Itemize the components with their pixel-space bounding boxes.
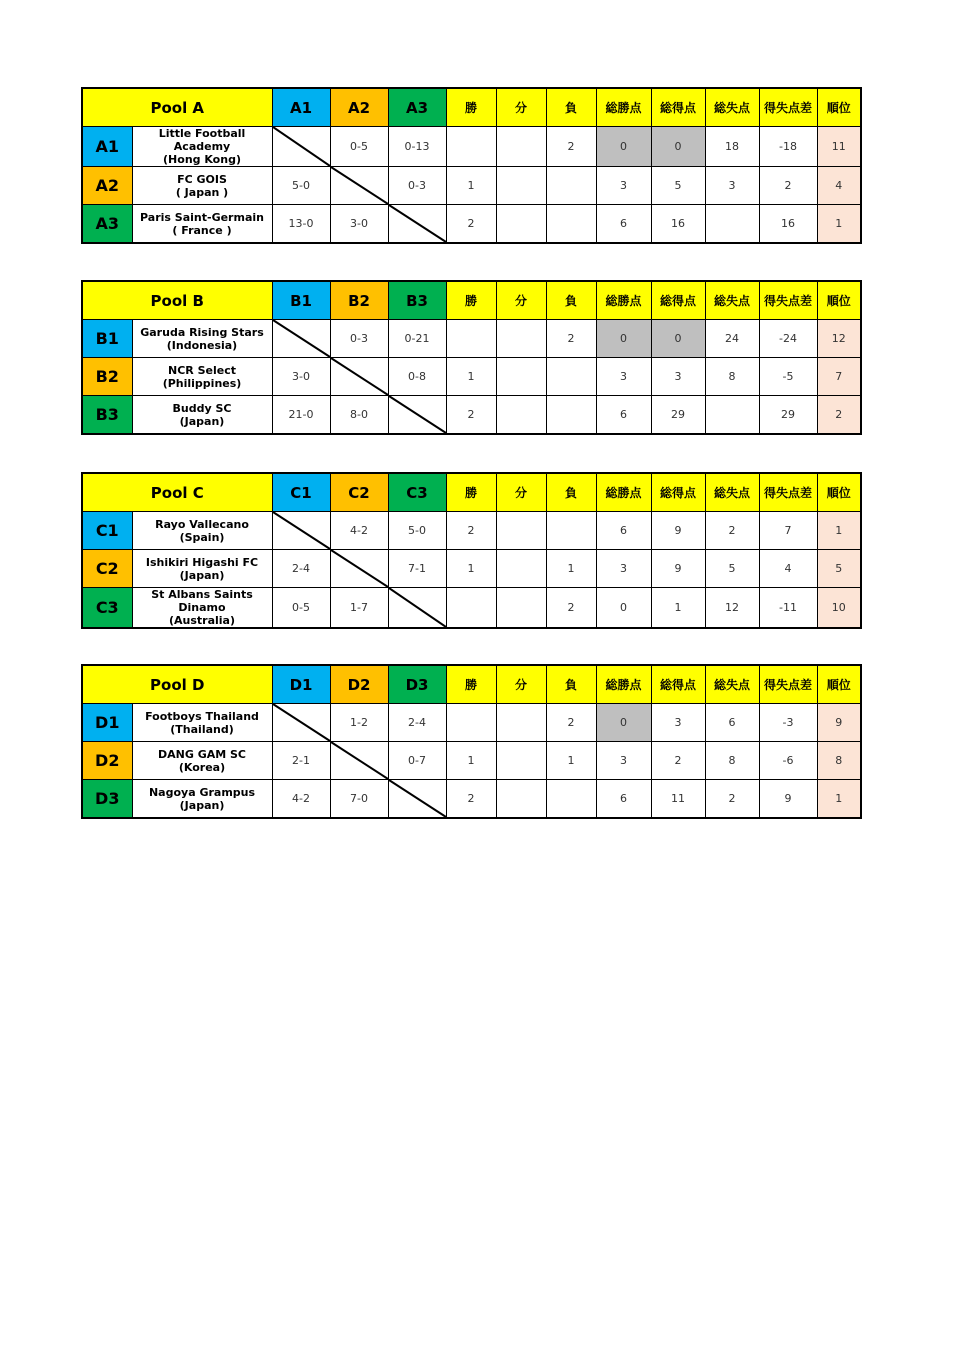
team-country: ( Japan ) <box>175 185 229 199</box>
wins: 1 <box>446 167 496 205</box>
losses <box>546 780 596 819</box>
rank: 2 <box>817 396 861 435</box>
rank: 12 <box>817 320 861 358</box>
goals-against: 12 <box>705 588 759 629</box>
stat-column-header: 分 <box>496 665 546 704</box>
column-code-header: D1 <box>272 665 330 704</box>
wins <box>446 588 496 629</box>
rank: 1 <box>817 780 861 819</box>
self-match-diagonal <box>330 742 388 780</box>
team-country: (Korea) <box>178 760 226 774</box>
team-country: (Philippines) <box>162 376 242 390</box>
match-result: 1-7 <box>330 588 388 629</box>
goals-for: 11 <box>651 780 705 819</box>
column-code-header: D3 <box>388 665 446 704</box>
goal-difference: 16 <box>759 205 817 244</box>
match-result: 7-1 <box>388 550 446 588</box>
team-code: D2 <box>82 742 132 780</box>
pool-name: Pool C <box>82 473 272 512</box>
wins: 2 <box>446 780 496 819</box>
rank: 11 <box>817 127 861 167</box>
table-row <box>82 127 861 167</box>
team-name: Little Football Academy <box>158 127 246 153</box>
total-points: 0 <box>596 588 651 629</box>
team-country: (Hong Kong) <box>163 153 241 166</box>
team-cell <box>132 550 272 588</box>
goals-against: 2 <box>705 512 759 550</box>
total-points: 3 <box>596 550 651 588</box>
draws <box>496 588 546 629</box>
total-points: 3 <box>596 167 651 205</box>
wins: 1 <box>446 742 496 780</box>
pool-table-d <box>81 664 862 819</box>
team-country: (Japan) <box>179 568 225 582</box>
stat-column-header: 総失点 <box>705 281 759 320</box>
goals-against: 6 <box>705 704 759 742</box>
goals-for: 9 <box>651 550 705 588</box>
column-code-header: A2 <box>330 88 388 127</box>
stat-column-header: 順位 <box>817 473 861 512</box>
match-result: 2-4 <box>388 704 446 742</box>
total-points: 0 <box>596 127 651 167</box>
stat-column-header: 分 <box>496 88 546 127</box>
team-country: (Spain) <box>179 530 225 544</box>
goals-for: 16 <box>651 205 705 244</box>
wins: 2 <box>446 512 496 550</box>
pool-table-a <box>81 87 862 244</box>
self-match-diagonal <box>388 588 446 629</box>
team-country: (Japan) <box>179 414 225 428</box>
goals-for: 2 <box>651 742 705 780</box>
goals-for: 5 <box>651 167 705 205</box>
wins <box>446 320 496 358</box>
team-code: A2 <box>82 167 132 205</box>
stat-column-header: 分 <box>496 281 546 320</box>
table-row <box>82 167 861 205</box>
column-code-header: C2 <box>330 473 388 512</box>
goals-for: 29 <box>651 396 705 435</box>
wins: 1 <box>446 358 496 396</box>
wins: 2 <box>446 205 496 244</box>
rank: 1 <box>817 205 861 244</box>
table-row <box>82 396 861 435</box>
table-row <box>82 205 861 244</box>
stat-column-header: 総勝点 <box>596 281 651 320</box>
column-code-header: B3 <box>388 281 446 320</box>
team-code: C2 <box>82 550 132 588</box>
losses <box>546 167 596 205</box>
goals-against: 3 <box>705 167 759 205</box>
self-match-diagonal <box>272 320 330 358</box>
team-cell <box>132 127 272 167</box>
stat-column-header: 勝 <box>446 88 496 127</box>
match-result: 21-0 <box>272 396 330 435</box>
match-result: 0-7 <box>388 742 446 780</box>
match-result: 13-0 <box>272 205 330 244</box>
draws <box>496 358 546 396</box>
self-match-diagonal <box>330 167 388 205</box>
team-cell <box>132 205 272 244</box>
team-name: DANG GAM SC <box>157 747 247 761</box>
losses: 2 <box>546 704 596 742</box>
pool-header-row <box>82 473 861 512</box>
table-row <box>82 358 861 396</box>
self-match-diagonal <box>272 512 330 550</box>
team-cell <box>132 512 272 550</box>
losses: 2 <box>546 127 596 167</box>
wins: 2 <box>446 396 496 435</box>
goals-against: 24 <box>705 320 759 358</box>
column-code-header: C1 <box>272 473 330 512</box>
team-code: D1 <box>82 704 132 742</box>
team-code: A3 <box>82 205 132 244</box>
goal-difference: -5 <box>759 358 817 396</box>
stat-column-header: 負 <box>546 665 596 704</box>
table-row <box>82 704 861 742</box>
match-result: 0-5 <box>330 127 388 167</box>
table-row <box>82 742 861 780</box>
pool-name: Pool D <box>82 665 272 704</box>
team-cell <box>132 780 272 819</box>
team-country: (Australia) <box>168 614 236 627</box>
match-result: 0-13 <box>388 127 446 167</box>
rank: 7 <box>817 358 861 396</box>
team-code: A1 <box>82 127 132 167</box>
match-result: 0-8 <box>388 358 446 396</box>
stat-column-header: 総得点 <box>651 473 705 512</box>
goal-difference: 4 <box>759 550 817 588</box>
team-code: D3 <box>82 780 132 819</box>
team-country: ( France ) <box>172 223 232 237</box>
stat-column-header: 得失点差 <box>759 473 817 512</box>
match-result: 5-0 <box>272 167 330 205</box>
table-row <box>82 320 861 358</box>
team-name: Paris Saint-Germain <box>140 210 264 224</box>
goals-against: 5 <box>705 550 759 588</box>
match-result: 0-3 <box>330 320 388 358</box>
column-code-header: B1 <box>272 281 330 320</box>
goals-against <box>705 205 759 244</box>
self-match-diagonal <box>388 205 446 244</box>
pool-table-b <box>81 280 862 435</box>
pool-header-row <box>82 88 861 127</box>
goals-for: 9 <box>651 512 705 550</box>
stat-column-header: 総失点 <box>705 665 759 704</box>
team-name: NCR Select <box>168 363 236 377</box>
match-result: 4-2 <box>272 780 330 819</box>
losses <box>546 512 596 550</box>
stat-column-header: 総得点 <box>651 665 705 704</box>
goal-difference: -18 <box>759 127 817 167</box>
goals-against <box>705 396 759 435</box>
self-match-diagonal <box>272 127 330 167</box>
stat-column-header: 勝 <box>446 473 496 512</box>
team-cell <box>132 320 272 358</box>
team-name: Garuda Rising Stars <box>140 325 264 339</box>
stat-column-header: 負 <box>546 88 596 127</box>
draws <box>496 512 546 550</box>
table-row <box>82 780 861 819</box>
total-points: 3 <box>596 358 651 396</box>
match-result: 8-0 <box>330 396 388 435</box>
table-row <box>82 588 861 629</box>
team-name: St Albans Saints Dinamo <box>151 588 253 614</box>
team-country: (Indonesia) <box>166 338 238 352</box>
draws <box>496 780 546 819</box>
stat-column-header: 総勝点 <box>596 88 651 127</box>
losses: 2 <box>546 588 596 629</box>
wins: 1 <box>446 550 496 588</box>
rank: 4 <box>817 167 861 205</box>
total-points: 6 <box>596 780 651 819</box>
draws <box>496 704 546 742</box>
stat-column-header: 得失点差 <box>759 665 817 704</box>
match-result: 5-0 <box>388 512 446 550</box>
goals-against: 8 <box>705 742 759 780</box>
table-row <box>82 512 861 550</box>
total-points: 6 <box>596 396 651 435</box>
stat-column-header: 順位 <box>817 281 861 320</box>
table-row <box>82 550 861 588</box>
team-cell <box>132 742 272 780</box>
stat-column-header: 得失点差 <box>759 88 817 127</box>
match-result: 3-0 <box>272 358 330 396</box>
pool-name: Pool A <box>82 88 272 127</box>
goals-for: 3 <box>651 704 705 742</box>
stat-column-header: 負 <box>546 473 596 512</box>
goal-difference: -11 <box>759 588 817 629</box>
goal-difference: 9 <box>759 780 817 819</box>
goals-for: 3 <box>651 358 705 396</box>
column-code-header: B2 <box>330 281 388 320</box>
stat-column-header: 勝 <box>446 665 496 704</box>
match-result: 1-2 <box>330 704 388 742</box>
self-match-diagonal <box>388 780 446 819</box>
draws <box>496 396 546 435</box>
goals-for: 0 <box>651 127 705 167</box>
stat-column-header: 総失点 <box>705 88 759 127</box>
draws <box>496 742 546 780</box>
team-code: C3 <box>82 588 132 629</box>
self-match-diagonal <box>330 358 388 396</box>
match-result: 3-0 <box>330 205 388 244</box>
losses <box>546 205 596 244</box>
match-result: 7-0 <box>330 780 388 819</box>
draws <box>496 127 546 167</box>
goal-difference: 29 <box>759 396 817 435</box>
team-name: Buddy SC <box>172 401 232 415</box>
match-result: 0-21 <box>388 320 446 358</box>
stat-column-header: 総失点 <box>705 473 759 512</box>
goals-for: 0 <box>651 320 705 358</box>
total-points: 0 <box>596 704 651 742</box>
team-name: Nagoya Grampus <box>148 785 256 799</box>
draws <box>496 205 546 244</box>
goal-difference: 2 <box>759 167 817 205</box>
stat-column-header: 分 <box>496 473 546 512</box>
match-result: 2-1 <box>272 742 330 780</box>
column-code-header: A3 <box>388 88 446 127</box>
losses: 1 <box>546 550 596 588</box>
stat-column-header: 総勝点 <box>596 665 651 704</box>
stat-column-header: 得失点差 <box>759 281 817 320</box>
team-code: B3 <box>82 396 132 435</box>
match-result: 4-2 <box>330 512 388 550</box>
stat-column-header: 総勝点 <box>596 473 651 512</box>
goals-against: 2 <box>705 780 759 819</box>
column-code-header: A1 <box>272 88 330 127</box>
rank: 8 <box>817 742 861 780</box>
self-match-diagonal <box>388 396 446 435</box>
team-name: Rayo Vallecano <box>155 517 249 531</box>
self-match-diagonal <box>330 550 388 588</box>
column-code-header: C3 <box>388 473 446 512</box>
team-code: B2 <box>82 358 132 396</box>
team-name: Ishikiri Higashi FC <box>145 555 259 569</box>
team-cell <box>132 358 272 396</box>
total-points: 0 <box>596 320 651 358</box>
team-cell <box>132 588 272 629</box>
goal-difference: -6 <box>759 742 817 780</box>
losses <box>546 358 596 396</box>
stat-column-header: 勝 <box>446 281 496 320</box>
team-code: B1 <box>82 320 132 358</box>
stat-column-header: 総得点 <box>651 88 705 127</box>
column-code-header: D2 <box>330 665 388 704</box>
team-code: C1 <box>82 512 132 550</box>
stat-column-header: 総得点 <box>651 281 705 320</box>
goals-against: 8 <box>705 358 759 396</box>
goal-difference: -24 <box>759 320 817 358</box>
pool-table-c <box>81 472 862 629</box>
goal-difference: 7 <box>759 512 817 550</box>
draws <box>496 550 546 588</box>
rank: 1 <box>817 512 861 550</box>
goal-difference: -3 <box>759 704 817 742</box>
total-points: 6 <box>596 205 651 244</box>
stat-column-header: 負 <box>546 281 596 320</box>
team-cell <box>132 167 272 205</box>
team-cell <box>132 396 272 435</box>
goals-for: 1 <box>651 588 705 629</box>
pool-name: Pool B <box>82 281 272 320</box>
rank: 5 <box>817 550 861 588</box>
rank: 9 <box>817 704 861 742</box>
stat-column-header: 順位 <box>817 665 861 704</box>
losses: 2 <box>546 320 596 358</box>
team-country: (Thailand) <box>170 722 234 736</box>
draws <box>496 167 546 205</box>
losses: 1 <box>546 742 596 780</box>
wins <box>446 127 496 167</box>
team-cell <box>132 704 272 742</box>
team-country: (Japan) <box>179 798 225 812</box>
pool-header-row <box>82 665 861 704</box>
draws <box>496 320 546 358</box>
wins <box>446 704 496 742</box>
team-name: Footboys Thailand <box>145 709 259 723</box>
losses <box>546 396 596 435</box>
match-result: 2-4 <box>272 550 330 588</box>
goals-against: 18 <box>705 127 759 167</box>
team-name: FC GOIS <box>177 172 227 186</box>
match-result: 0-5 <box>272 588 330 629</box>
total-points: 3 <box>596 742 651 780</box>
self-match-diagonal <box>272 704 330 742</box>
total-points: 6 <box>596 512 651 550</box>
rank: 10 <box>817 588 861 629</box>
match-result: 0-3 <box>388 167 446 205</box>
pool-header-row <box>82 281 861 320</box>
stat-column-header: 順位 <box>817 88 861 127</box>
